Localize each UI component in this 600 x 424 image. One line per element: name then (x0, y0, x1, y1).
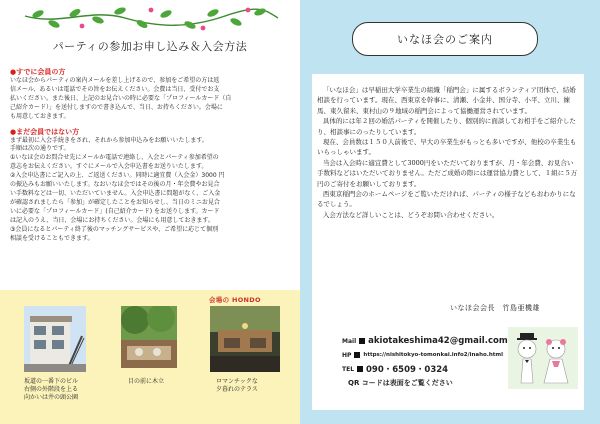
terrace-photo (210, 306, 280, 372)
section-title: いなほ会のご案内 (352, 22, 538, 56)
intro-paragraph: 「いなほ会」は早稲田大学卒業生の組織「稲門会」に属するボランティア団体で、結婚相談を行っています。現在、西東京を幹事に、清瀬、小金井、国分寺、小平、立川、練馬、東久留米、東村山の９地域の稲門会によって協働運営されています。 (317, 86, 576, 115)
intro-text (317, 85, 579, 220)
hp-link[interactable]: https://nishitokyo-tomonkai.info2/inaho.html (363, 352, 504, 358)
qr-note: QR コードは表面をご覧ください (348, 379, 453, 387)
building-photo (24, 306, 86, 372)
intro-paragraph: 入会方法など詳しいことは、どうぞお問い合わせください。 (322, 210, 499, 219)
trees-photo (121, 306, 177, 368)
application-instructions (10, 68, 296, 243)
bullet-icon (359, 338, 365, 344)
intro-paragraph: 具体的には年２回の婚活パーティを開催したり、個別的に面談してお相手をご紹介したり、相談事にのったりしています。 (317, 117, 576, 136)
members-body: いなほ会からパーティの案内メールを差し上げるので、参加をご希望の方は返 信メール、あるいは電話でその旨をお伝えください。会費は当日、受付でお支 払いください。また後日、上記のお見合いの時に必要な「プロフィールカード（自 己紹介カード）」を送付しますので書き込んで、当日、お持ちください。会場に も用意しておきます。 (10, 77, 232, 120)
terrace-caption: ロマンチックな 夕暮れのテラス (216, 378, 258, 393)
mail-label: Mail (342, 337, 357, 345)
right-panel (300, 0, 600, 424)
intro-paragraph: 当会は入会時に適宜費として3000円をいただいておりますが、月・年会費、お見合い手数料などはいただいておりません。ただご成婚の際には運営協力費として、１組に５万円のご寄付をお願いしております。 (317, 158, 578, 188)
members-heading: ●すでに会員の方 (10, 68, 66, 76)
page-title: パーティの参加お申し込み＆入会方法 (52, 40, 248, 53)
non-members-heading: ●まだ会員ではない方 (10, 127, 80, 136)
bullet-icon (357, 366, 363, 372)
hp-label: HP (342, 351, 352, 359)
tel-label: TEL (342, 365, 355, 373)
building-caption: 坂道の一番下のビル 右側の外階段を上る 向かいは井の頭公園 (24, 378, 79, 401)
signer: いなほ会会長 竹島亜機雄 (450, 304, 540, 312)
trees-caption: 目の前に木立 (128, 378, 165, 385)
vine-decoration-icon (20, 4, 280, 34)
venue-label: 会場の HONDO (209, 296, 261, 304)
mail-link[interactable]: akiotakeshima42@gmail.com (368, 336, 508, 346)
intro-paragraph: 現在、会員数は１５０人前後で、早大の卒業生がもっとも多いですが、他校の卒業生もいらっしゃいます。 (317, 138, 577, 157)
tel-link[interactable]: 090・6509・0324 (366, 365, 449, 375)
bullet-icon (354, 352, 360, 358)
bride-groom-illustration-icon (508, 327, 578, 389)
non-members-body: まず最初に入会手続きをされ、それから参加申込みをお願いいたします。 手順は次の通りです。 ①いなほ会のお問合せ先にメールか電話で連絡し、入会とパーティ参加希望の 意志をお伝えください。すぐにメールで入会申込書をお送りいたします。 ②入会申込書にご記入の上、ご返送ください。同時に適宜費（入会金）3000 円 の振込みもお願いいたします。なおいなほ会ではその後の月・年会費やお見合 い手数料などは一切、いただいていません。入会申込書に問題がなく、ご入金 が確認されましたら「参加」が確定したことをお知らせし、当日のミニお見合 いに必要な「プロフィールカード」(自己紹介カード) をお送りします。カード は記入のうえ、当日、会場にお持ちください。会場にも用意しておきます。 ③会員になるとパーティ終了後のマッチングサービスや、ご希望に応じて個別 相談を受けることもできます。 (10, 136, 225, 242)
intro-paragraph: 西東京稲門会のホームページをご覧いただければ、パーティの様子などもおわかりになるでしょう。 (317, 190, 576, 209)
